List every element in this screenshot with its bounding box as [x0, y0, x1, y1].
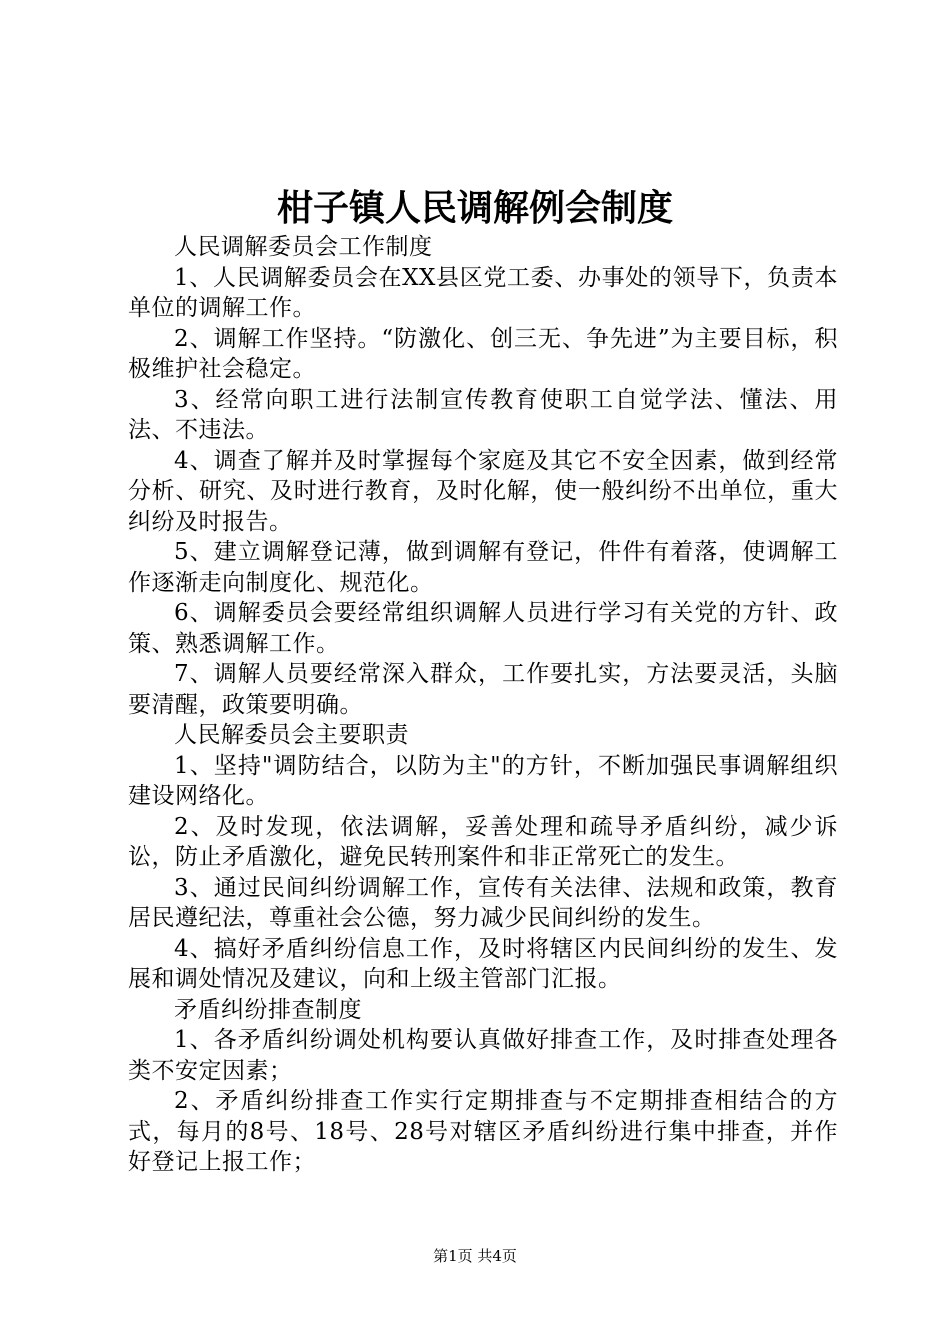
paragraph: 2、矛盾纠纷排查工作实行定期排查与不定期排查相结合的方式，每月的8号、18号、28号对辖区矛盾纠纷进行集中排查，并作好登记上报工作；	[128, 1088, 838, 1175]
paragraph: 1、坚持"调防结合，以防为主"的方针，不断加强民事调解组织建设网络化。	[128, 752, 838, 809]
paragraph: 4、调查了解并及时掌握每个家庭及其它不安全因素，做到经常分析、研究、及时进行教育，及时化解，使一般纠纷不出单位，重大纠纷及时报告。	[128, 447, 838, 535]
document-body	[128, 232, 838, 1178]
document-title: 柑子镇人民调解例会制度	[276, 187, 673, 229]
section-heading: 人民解委员会主要职责	[174, 722, 409, 748]
paragraph: 3、经常向职工进行法制宣传教育使职工自觉学法、懂法、用法、不违法。	[128, 386, 838, 443]
page-footer: 第1页 共4页	[433, 1247, 517, 1265]
paragraph: 4、搞好矛盾纠纷信息工作，及时将辖区内民间纠纷的发生、发展和调处情况及建议，向和上级主管部门汇报。	[128, 935, 838, 992]
paragraph: 2、调解工作坚持。“防激化、创三无、争先进”为主要目标，积极维护社会稳定。	[128, 325, 838, 382]
paragraph: 1、各矛盾纠纷调处机构要认真做好排查工作，及时排查处理各类不安定因素；	[128, 1027, 838, 1084]
paragraph: 1、人民调解委员会在XX县区党工委、办事处的领导下，负责本单位的调解工作。	[128, 264, 838, 321]
section-heading: 矛盾纠纷排查制度	[174, 996, 362, 1023]
paragraph: 3、通过民间纠纷调解工作，宣传有关法律、法规和政策，教育居民遵纪法，尊重社会公德，努力减少民间纠纷的发生。	[128, 874, 838, 931]
section-heading: 人民调解委员会工作制度	[174, 234, 433, 260]
paragraph: 2、及时发现，依法调解，妥善处理和疏导矛盾纠纷，减少诉讼，防止矛盾激化，避免民转刑案件和非正常死亡的发生。	[128, 813, 838, 870]
paragraph: 5、建立调解登记薄，做到调解有登记，件件有着落，使调解工作逐渐走向制度化、规范化。	[128, 539, 838, 596]
paragraph: 6、调解委员会要经常组织调解人员进行学习有关党的方针、政策、熟悉调解工作。	[128, 600, 838, 657]
paragraph: 7、调解人员要经常深入群众，工作要扎实，方法要灵活，头脑要清醒，政策要明确。	[128, 661, 838, 718]
